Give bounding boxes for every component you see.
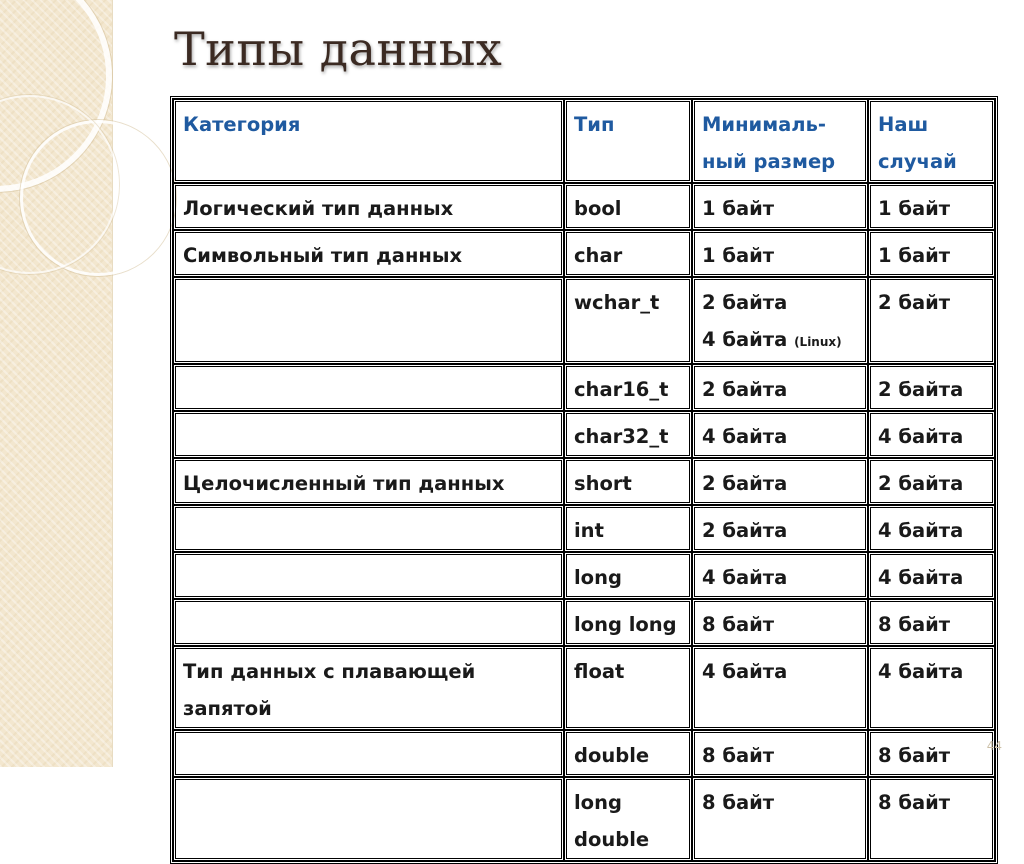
header-min-size-line2: ный размер: [702, 150, 836, 173]
min-size-cell: 2 байта: [692, 364, 868, 411]
type-cell: wchar_t: [564, 277, 692, 364]
table-row: [173, 505, 995, 552]
ours-cell: 8 байт: [868, 730, 995, 777]
table-header-row: [173, 99, 995, 183]
table-row: [173, 599, 995, 646]
category-cell: [173, 777, 564, 861]
table-row: [173, 552, 995, 599]
category-cell: [173, 730, 564, 777]
category-cell: Логический тип данных: [173, 183, 564, 230]
min-size-cell: 4 байта: [692, 552, 868, 599]
min-size-line2: 4 байта: [702, 328, 788, 351]
type-cell: bool: [564, 183, 692, 230]
category-cell: [173, 599, 564, 646]
ours-cell: 4 байта: [868, 552, 995, 599]
header-min-size-line1: Минималь-: [702, 113, 827, 136]
category-cell: [173, 364, 564, 411]
type-cell: short: [564, 458, 692, 505]
category-cell: [173, 646, 564, 730]
header-type: Тип: [564, 99, 692, 183]
data-types-table: [170, 96, 998, 864]
ours-cell: 8 байт: [868, 777, 995, 861]
type-cell: char16_t: [564, 364, 692, 411]
table-row: [173, 277, 995, 364]
min-size-cell: 8 байт: [692, 730, 868, 777]
type-line2: double: [574, 828, 650, 851]
table-row: [173, 364, 995, 411]
table-row: [173, 646, 995, 730]
ours-cell: 4 байта: [868, 505, 995, 552]
category-cell: [173, 552, 564, 599]
table-row: [173, 458, 995, 505]
category-cell: Символьный тип данных: [173, 230, 564, 277]
min-size-cell: 4 байта: [692, 411, 868, 458]
ours-cell: 8 байт: [868, 599, 995, 646]
type-cell: char: [564, 230, 692, 277]
min-size-cell: 2 байта: [692, 505, 868, 552]
table-row: [173, 411, 995, 458]
ours-cell: 4 байта: [868, 646, 995, 730]
header-category: Категория: [173, 99, 564, 183]
category-cell: [173, 411, 564, 458]
min-size-cell: 1 байт: [692, 183, 868, 230]
type-cell: char32_t: [564, 411, 692, 458]
category-cell: Целочисленный тип данных: [173, 458, 564, 505]
table-row: [173, 777, 995, 861]
header-min-size: [692, 99, 868, 183]
table-row: [173, 183, 995, 230]
ours-cell: 1 байт: [868, 230, 995, 277]
type-cell: int: [564, 505, 692, 552]
min-size-cell: 2 байта: [692, 458, 868, 505]
category-line1: Тип данных с плавающей: [183, 660, 476, 683]
min-size-cell: 4 байта: [692, 646, 868, 730]
ours-cell: 2 байта: [868, 364, 995, 411]
min-size-cell: 1 байт: [692, 230, 868, 277]
min-size-cell: 8 байт: [692, 599, 868, 646]
ours-cell: 2 байт: [868, 277, 995, 364]
min-size-cell: 8 байт: [692, 777, 868, 861]
decorative-side-band: [0, 0, 113, 767]
ours-cell: 4 байта: [868, 411, 995, 458]
table-row: [173, 230, 995, 277]
type-cell: float: [564, 646, 692, 730]
category-cell: [173, 277, 564, 364]
type-cell: double: [564, 730, 692, 777]
header-ours-line1: Наш: [878, 113, 929, 136]
header-ours-line2: случай: [878, 150, 957, 173]
category-line2: запятой: [183, 697, 272, 720]
ours-cell: 1 байт: [868, 183, 995, 230]
min-size-note: (Linux): [794, 335, 842, 349]
page-number: 44: [986, 739, 1002, 753]
category-cell: [173, 505, 564, 552]
type-line1: long: [574, 791, 622, 814]
slide-title: Типы данных: [174, 22, 503, 76]
min-size-line1: 2 байта: [702, 291, 788, 314]
type-cell: [564, 777, 692, 861]
ours-cell: 2 байта: [868, 458, 995, 505]
min-size-cell: [692, 277, 868, 364]
type-cell: long: [564, 552, 692, 599]
table-row: [173, 730, 995, 777]
type-cell: long long: [564, 599, 692, 646]
header-ours: [868, 99, 995, 183]
